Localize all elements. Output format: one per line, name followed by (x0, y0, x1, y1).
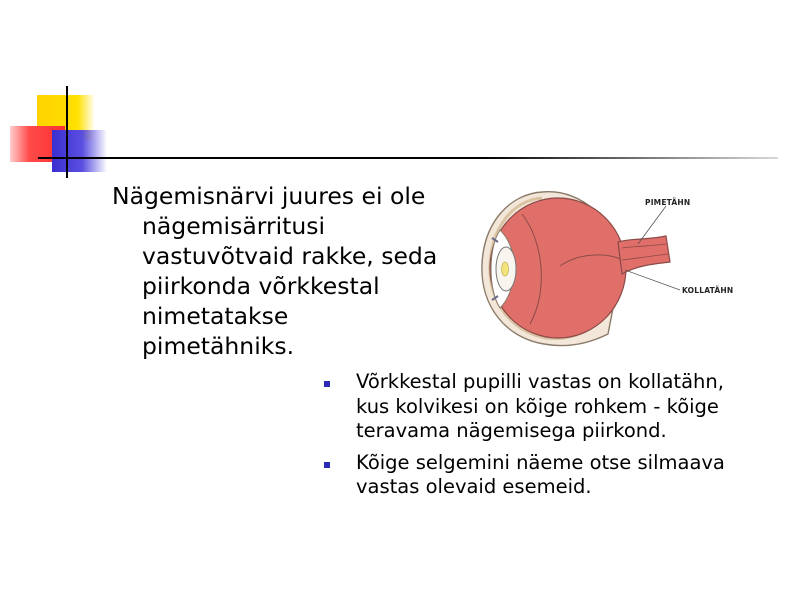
bullet-list (320, 370, 740, 507)
label-kollatahn: KOLLATÄHN (682, 286, 734, 295)
square-bullet-icon (324, 381, 330, 387)
square-bullet-icon (324, 462, 330, 468)
bullet-text: Kõige selgemini näeme otse silmaava vastas olevaid esemeid. (356, 450, 725, 498)
ornament-blue-square (52, 130, 107, 172)
ornament-horizontal-line (38, 157, 778, 159)
label-pimetahn: PIMETÄHN (645, 198, 691, 207)
list-item (320, 370, 740, 444)
list-item (320, 451, 740, 500)
ornament-vertical-line (66, 86, 68, 178)
eye-diagram-graphic (470, 182, 770, 352)
bullet-text: Võrkkestal pupilli vastas on kollatähn, kus kolvikesi on kõige rohkem - kõige teravama nägemisega piirkond. (356, 370, 724, 442)
eye-diagram (470, 182, 770, 352)
left-paragraph: Nägemisnärvi juures ei ole nägemisärritusi vastuvõtvaid rakke, seda piirkonda võrkkestal nimetatakse pimetähniks. (112, 182, 438, 360)
header-ornament (0, 0, 800, 200)
